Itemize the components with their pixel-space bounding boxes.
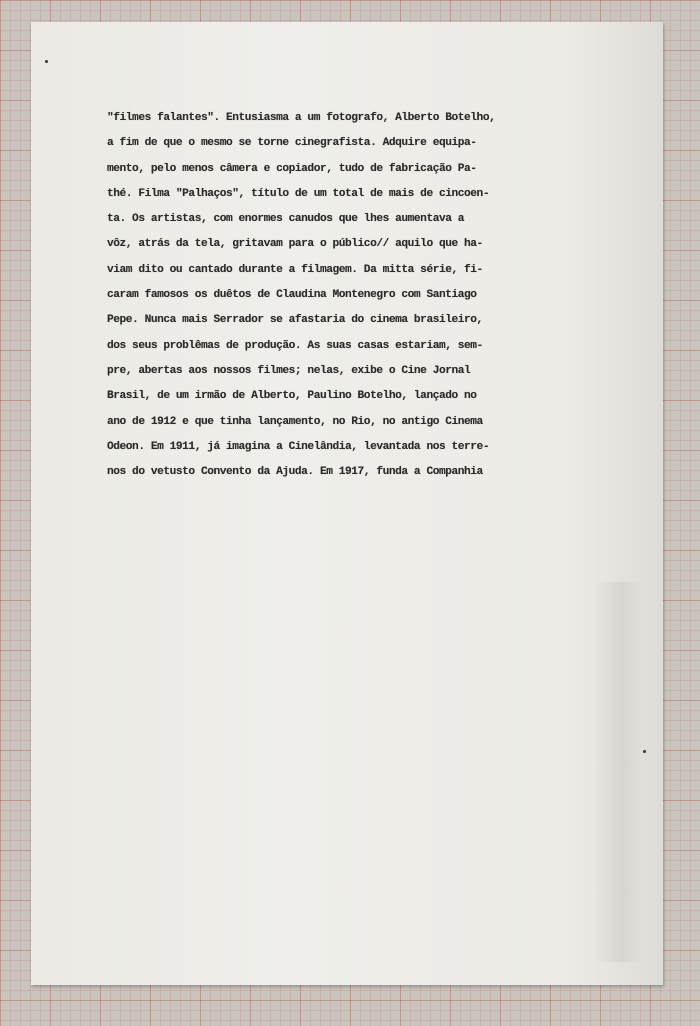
text-line: ano de 1912 e que tinha lançamento, no Rio, no antigo Cinema <box>107 415 483 428</box>
text-line: Odeon. Em 1911, já imagina a Cinelândia, levantada nos terre- <box>107 440 490 453</box>
text-line: dos seus problêmas de produção. As suas casas estariam, sem- <box>107 339 483 352</box>
text-line: Pepe. Nunca mais Serrador se afastaria do cinema brasileiro, <box>107 314 483 327</box>
text-line: mento, pelo menos câmera e copiador, tudo de fabricação Pa- <box>107 162 477 175</box>
text-line: "filmes falantes". Entusiasma a um fotografo, Alberto Botelho, <box>107 112 496 124</box>
typed-paragraph <box>107 106 587 485</box>
page-shading <box>593 582 643 962</box>
text-line: a fim de que o mesmo se torne cinegrafista. Adquire equipa- <box>107 137 477 150</box>
text-line: vôz, atrás da tela, gritavam para o público// aquilo que ha- <box>107 238 483 251</box>
text-line: caram famosos os duêtos de Claudina Montenegro com Santiago <box>107 289 477 302</box>
text-line: pre, abertas aos nossos filmes; nelas, exibe o Cine Jornal <box>107 364 471 377</box>
ink-speck <box>45 60 48 63</box>
text-line: ta. Os artistas, com enormes canudos que lhes aumentava a <box>107 213 465 226</box>
text-line: Brasil, de um irmão de Alberto, Paulino Botelho, lançado no <box>107 390 477 403</box>
text-line: viam dito ou cantado durante a filmagem. Da mitta série, fi- <box>107 263 483 276</box>
ink-speck <box>643 750 646 753</box>
typewritten-page <box>31 22 663 985</box>
text-line: nos do vetusto Convento da Ajuda. Em 1917, funda a Companhia <box>107 466 483 479</box>
text-line: thé. Filma "Palhaços", título de um total de mais de cincoen- <box>107 187 490 200</box>
